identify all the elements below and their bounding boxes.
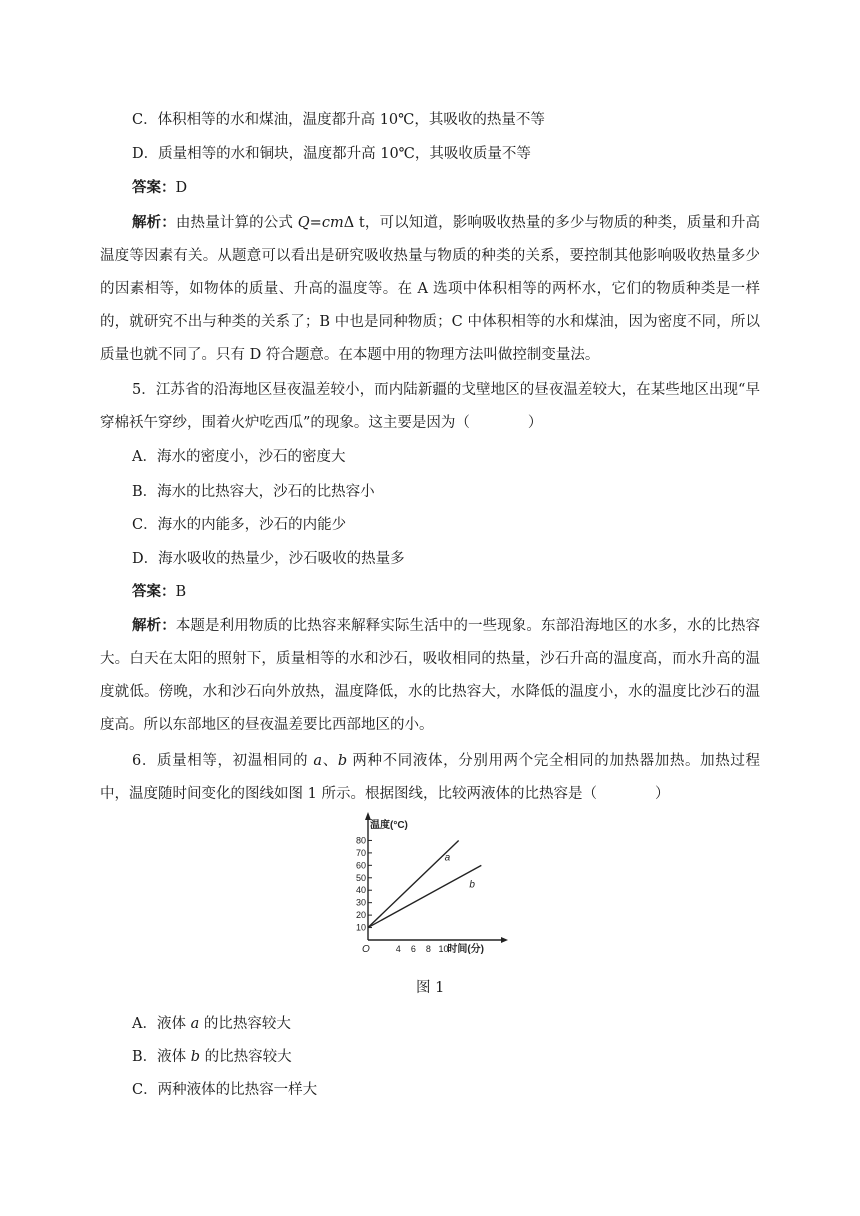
y-tick-label: 10 [355, 922, 366, 933]
analysis-text: ，可以知道，影响吸收热量的多少与物质的种类，质量和升高温度等因素有关。从题意可以看出是研究吸收热量与物质的种类的关系，要控制其他影响吸收热量多少的因素相等，如物体的质量、升高的温度等。在 A 选项中体积相等的两杯水，它们的物质种类是一样的，就研究不出与种类的关系了；B 中也是同种物质；C 中体积相等的水和煤油，因为密度不同，所以质量也就不同了。只有 D 符合题意。在本题中用的物理方法叫做控制变量法。 [100, 215, 760, 363]
formula: Q=cm [297, 215, 344, 231]
stem-part-1: 6．质量相等，初温相同的 [132, 753, 314, 769]
q5-option-d: D．海水吸收的热量少，沙石吸收的热量多 [132, 551, 405, 567]
q6-option-b [132, 1047, 292, 1067]
option-a-prefix: A．液体 [132, 1016, 191, 1032]
analysis-text: 本题是利用物质的比热容来解释实际生活中的一些现象。东部沿海地区的水多，水的比热容大。白天在太阳的照射下，质量相等的水和沙石，吸收相同的热量，沙石升高的温度高，而水升高的温度就低。傍晚，水和沙石向外放热，温度降低，水的比热容大，水降低的温度小，水的温度比沙石的温度高。所以东部地区的昼夜温差要比西部地区的小。 [100, 618, 761, 733]
y-tick-label: 60 [355, 860, 366, 871]
option-a-var: a [190, 1016, 200, 1032]
y-tick-label: 50 [355, 872, 366, 883]
series-label-a: a [444, 852, 451, 864]
analysis-pre: 由热量计算的公式 [175, 215, 298, 231]
q5-option-c: C．海水的内能多，沙石的内能少 [132, 517, 347, 533]
x-tick-label: 10 [438, 944, 449, 954]
q5-option-b: B．海水的比热容大，沙石的比热容小 [132, 484, 375, 500]
series-line-b [368, 865, 481, 927]
q5-stem: 5．江苏省的沿海地区昼夜温差较小，而内陆新疆的戈壁地区的昼夜温差较大，在某些地区出现“早穿棉袄午穿纱，围着火炉吃西瓜”的现象。这主要是因为（ ） [100, 382, 760, 431]
var-b: b [337, 753, 348, 769]
analysis-label: 解析： [132, 214, 176, 231]
q6-stem [100, 745, 760, 811]
analysis-label: 解析： [132, 617, 176, 634]
stem-part-3: 两种不同液体，分别用两个完全相同的加热器加热。加热过程中，温度随时间变化的图线如图 1 所示。根据图线，比较两液体的比热容是（ ） [100, 753, 761, 802]
q4-analysis [100, 206, 760, 372]
option-b-var: b [190, 1049, 201, 1065]
q5-answer [132, 582, 186, 602]
stem-part-2: 、 [322, 753, 338, 769]
answer-label: 答案： [132, 583, 176, 600]
y-tick-label: 80 [355, 835, 366, 846]
answer-value: B [175, 584, 187, 600]
option-b-prefix: B．液体 [132, 1049, 191, 1065]
q6-option-a [132, 1014, 291, 1034]
origin-label: O [362, 944, 370, 955]
x-axis-arrow [501, 937, 508, 943]
temperature-time-chart [355, 812, 520, 972]
answer-label: 答案： [132, 179, 176, 196]
x-axis-label: 时间(分) [447, 944, 484, 955]
x-tick-label: 8 [425, 944, 431, 954]
var-a: a [313, 753, 323, 769]
y-axis-label: 温度(°C) [370, 820, 408, 831]
y-tick-label: 70 [355, 847, 366, 858]
q6-option-c: C．两种液体的比热容一样大 [132, 1082, 318, 1098]
answer-value: D [175, 180, 188, 196]
series-label-b: b [469, 879, 475, 891]
option-b-suffix: 的比热容较大 [200, 1049, 292, 1065]
y-axis-arrow [365, 812, 371, 820]
option-a-suffix: 的比热容较大 [199, 1016, 291, 1032]
q4-option-d: D．质量相等的水和铜块，温度都升高 10℃，其吸收质量不等 [132, 146, 531, 162]
figure-caption: 图 1 [416, 980, 445, 996]
q4-answer [132, 178, 187, 198]
y-tick-label: 30 [355, 897, 366, 908]
q4-option-c: C．体积相等的水和煤油，温度都升高 10℃，其吸收的热量不等 [132, 112, 545, 128]
x-tick-label: 6 [410, 944, 416, 954]
y-tick-label: 40 [355, 885, 366, 896]
q5-analysis [100, 609, 760, 742]
q5-option-a: A．海水的密度小，沙石的密度大 [132, 449, 346, 465]
formula-rest: Δ t [343, 215, 365, 231]
x-tick-label: 4 [395, 944, 401, 954]
y-tick-label: 20 [355, 910, 366, 921]
